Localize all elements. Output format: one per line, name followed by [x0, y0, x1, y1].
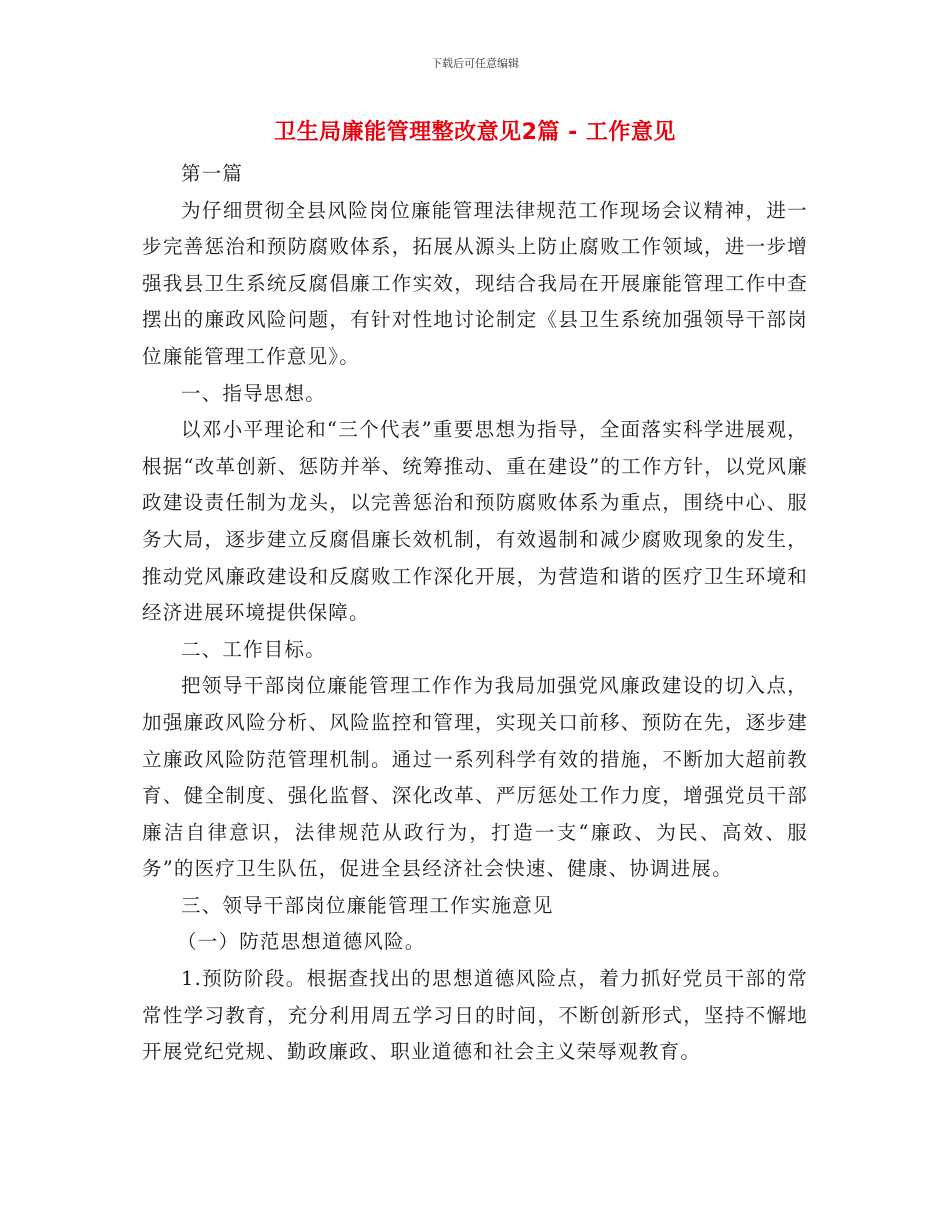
section-heading-work-goal: 二、工作目标。 [181, 637, 326, 661]
section-label: 第一篇 [181, 162, 244, 185]
header-note: 下载后可任意编辑 [431, 57, 519, 70]
guiding-thought-paragraph: 以邓小平理论和“三个代表”重要思想为指导，全面落实科学进展观，根据“改革创新、惩防并举、统筹推动、重在建设”的工作方针，以党风廉政建设责任制为龙头，以完善惩治和预防腐败体系为重点，围绕中心、服务大局，逐步建立反腐倡廉长效机制，有效遏制和减少腐败现象的发生，推动党风廉政建设和反腐败工作深化开展，为营造和谐的医疗卫生环境和经济进展环境提供保障。 [142, 418, 808, 625]
document-title: 卫生局廉能管理整改意见2篇 - 工作意见 [274, 120, 676, 145]
intro-paragraph: 为仔细贯彻全县风险岗位廉能管理法律规范工作现场会议精神，进一步完善惩治和预防腐败体系，拓展从源头上防止腐败工作领域，进一步增强我县卫生系统反腐倡廉工作实效，现结合我局在开展廉能管理工作中查摆出的廉政风险问题，有针对性地讨论制定《县卫生系统加强领导干部岗位廉能管理工作意见》。 [142, 198, 808, 368]
section-heading-implementation: 三、领导干部岗位廉能管理工作实施意见 [181, 893, 554, 917]
prevention-stage-paragraph: 1.预防阶段。根据查找出的思想道德风险点，着力抓好党员干部的常常性学习教育，充分利用周五学习日的时间，不断创新形式，坚持不懈地开展党纪党规、勤政廉政、职业道德和社会主义荣辱观教育。 [142, 967, 808, 1064]
document-body [142, 156, 808, 1071]
work-goal-paragraph: 把领导干部岗位廉能管理工作作为我局加强党风廉政建设的切入点，加强廉政风险分析、风险监控和管理，实现关口前移、预防在先，逐步建立廉政风险防范管理机制。通过一系列科学有效的措施，不断加大超前教育、健全制度、强化监督、深化改革、严厉惩处工作力度，增强党员干部廉洁自律意识，法律规范从政行为，打造一支“廉政、为民、高效、服务”的医疗卫生队伍，促进全县经济社会快速、健康、协调进展。 [142, 674, 808, 881]
section-heading-guiding-thought: 一、指导思想。 [181, 381, 326, 405]
subsection-heading-moral-risk: （一）防范思想道德风险。 [177, 930, 426, 954]
